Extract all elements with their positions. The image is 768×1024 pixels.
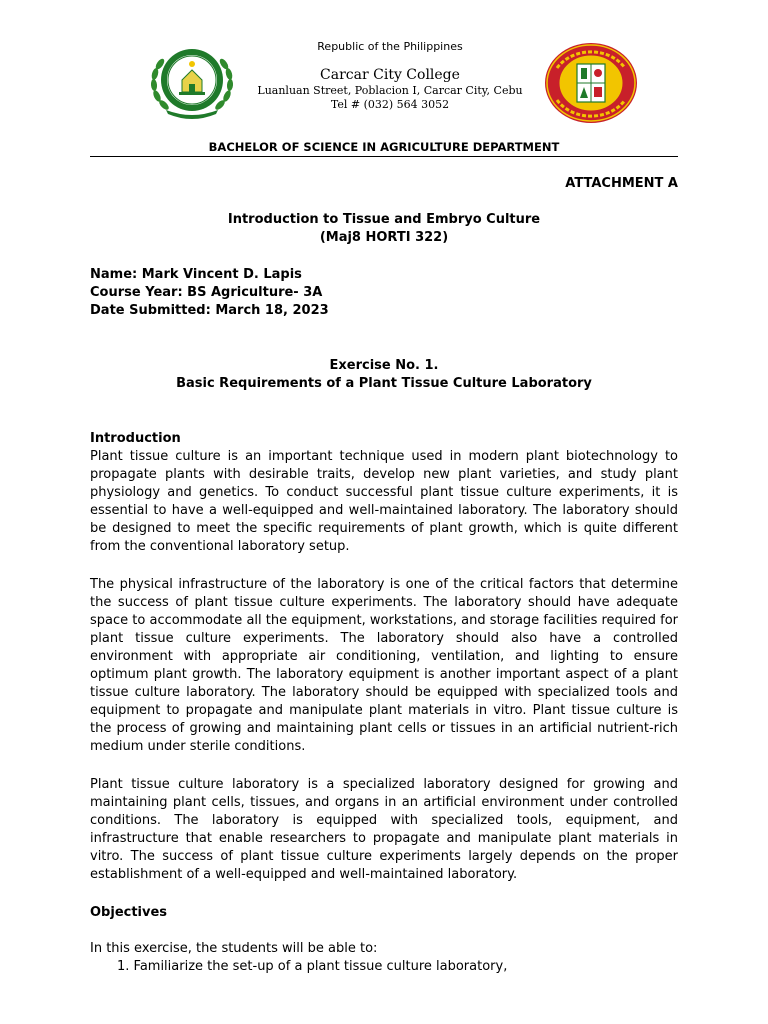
college-address: Luanluan Street, Poblacion I, Carcar City, Cebu <box>257 84 523 97</box>
paragraph-text: Plant tissue culture is an important technique used in modern plant biotechnology to propagate plants with desirable traits, develop new plant varieties, and study plant physiology and genetics. To conduct successful plant tissue culture experiments, it is essential to have a well-equipped and well-maintained laboratory. The laboratory should be designed to meet the specific requirements of plant growth, which is quite different from the conventional laboratory setup. <box>90 449 678 554</box>
exercise-number: Exercise No. 1. <box>329 358 439 373</box>
introduction-paragraph-1 <box>90 448 678 556</box>
header-divider <box>90 156 678 157</box>
introduction-paragraph-2 <box>90 576 678 756</box>
course-title: Introduction to Tissue and Embryo Culture <box>227 212 541 227</box>
objective-item: 1. Familiarize the set-up of a plant tissue culture laboratory, <box>117 959 508 974</box>
exercise-title: Basic Requirements of a Plant Tissue Culture Laboratory <box>176 376 592 391</box>
student-name: Name: Mark Vincent D. Lapis <box>90 267 302 282</box>
paragraph-text: Plant tissue culture laboratory is a specialized laboratory designed for growing and maintaining plant cells, tissues, and organs in an artificial environment under controlled conditions. The laboratory is equipped with specialized tools, equipment, and infrastructure that enable researchers to propagate and manipulate plant materials in vitro. The success of plant tissue culture experiments largely depends on the proper establishment of a well-equipped and well-maintained laboratory. <box>90 777 678 882</box>
college-name: Carcar City College <box>320 67 460 83</box>
city-seal-icon <box>543 42 639 124</box>
college-telephone: Tel # (032) 564 3052 <box>330 98 450 111</box>
republic-line: Republic of the Philippines <box>317 40 463 53</box>
student-course-year: Course Year: BS Agriculture- 3A <box>90 285 323 300</box>
objectives-intro: In this exercise, the students will be able to: <box>90 941 378 956</box>
date-submitted: Date Submitted: March 18, 2023 <box>90 303 329 318</box>
attachment-label: ATTACHMENT A <box>565 176 678 191</box>
course-code: (Maj8 HORTI 322) <box>319 230 449 245</box>
department-title: BACHELOR OF SCIENCE IN AGRICULTURE DEPARTMENT <box>208 140 560 154</box>
paragraph-text: The physical infrastructure of the laboratory is one of the critical factors that determine the success of plant tissue culture experiments. The laboratory should have adequate space to accommodate all the equipment, workstations, and storage facilities required for plant tissue culture experiments. The laboratory should also have a controlled environment with appropriate air conditioning, ventilation, and lighting to ensure optimum plant growth. The laboratory equipment is another important aspect of a plant tissue culture laboratory. The laboratory should be equipped with specialized tools and equipment to propagate and manipulate plant materials in vitro. Plant tissue culture is the process of growing and maintaining plant cells or tissues in an artificial nutrient-rich medium under sterile conditions. <box>90 577 678 754</box>
introduction-paragraph-3 <box>90 776 678 884</box>
college-seal-icon <box>146 40 238 120</box>
introduction-heading: Introduction <box>90 431 181 446</box>
objectives-heading: Objectives <box>90 905 168 920</box>
